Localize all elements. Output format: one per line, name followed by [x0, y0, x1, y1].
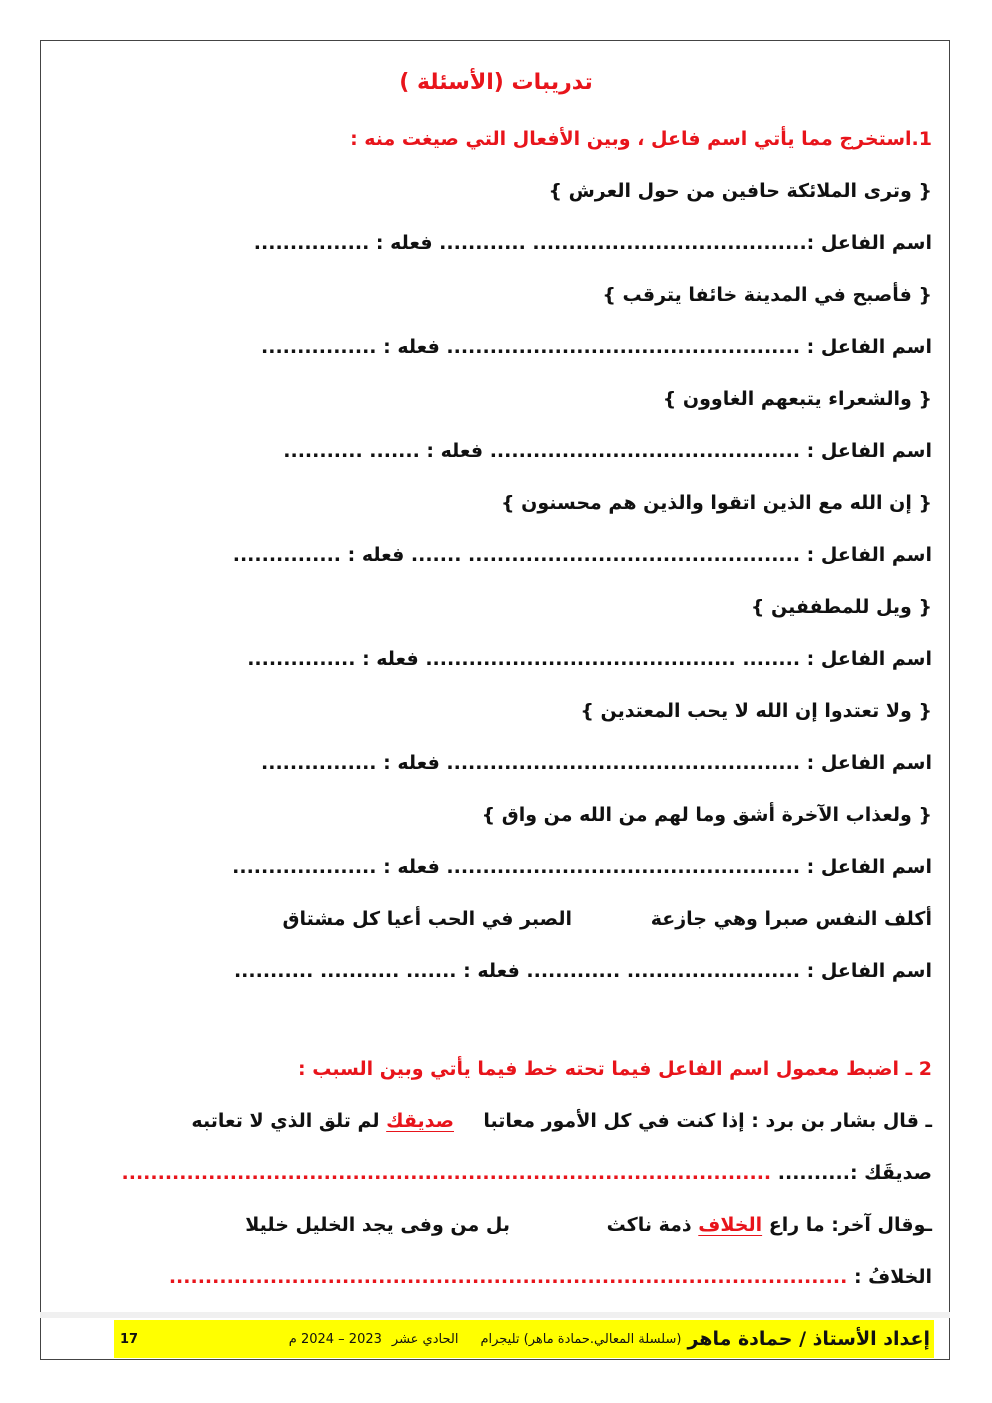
answer-line-7[interactable]: اسم الفاعل : ................................................. فعله : ....................: [232, 856, 932, 878]
verse-2-left: بل من وفى يجد الخليل خليلا: [245, 1214, 510, 1236]
answer-q2-2[interactable]: [169, 1264, 932, 1290]
quote-5: { ويل للمطففين }: [750, 596, 932, 618]
verse-1-left: [191, 1108, 454, 1134]
answer-line-2[interactable]: اسم الفاعل : ................................................. فعله : ................: [261, 336, 932, 358]
verse-1-right: ـ قال بشار بن برد : إذا كنت في كل الأمور معاتبا: [483, 1110, 932, 1132]
quote-6: { ولا تعتدوا إن الله لا يحب المعتدين }: [580, 700, 932, 722]
footer-author: إعداد الأستاذ / حمادة ماهر: [687, 1328, 930, 1350]
footer-divider: [40, 1312, 950, 1318]
quote-1: { وترى الملائكة حافين من حول العرش }: [548, 180, 932, 202]
verse-1-left-rest: لم تلق الذي لا تعاتبه: [191, 1110, 380, 1132]
quote-4: { إن الله مع الذين اتقوا والذين هم محسنون }: [501, 492, 932, 514]
question-1-heading: 1.استخرج مما يأتي اسم فاعل ، وبين الأفعال التي صيغت منه :: [350, 128, 932, 150]
answer-line-1[interactable]: اسم الفاعل :...................................... ............ فعله : ................: [253, 232, 932, 254]
answer-q2-2-label: الخلافُ :: [853, 1266, 932, 1288]
answer-q2-1[interactable]: [122, 1160, 932, 1186]
answer-q2-2-dots[interactable]: ..............................................................................................: [168, 1266, 848, 1288]
verse-2-suffix: ذمة ناكث: [606, 1214, 699, 1236]
footer-bar: [114, 1320, 934, 1358]
quote-3: { والشعراء يتبعهم الغاوون }: [662, 388, 932, 410]
answer-line-5[interactable]: اسم الفاعل : ........ ........................................... فعله : ...............: [247, 648, 932, 670]
quote-7: { ولعذاب الآخرة أشق وما لهم من الله من واق }: [481, 804, 932, 826]
verse-2-prefix: ـوقال آخر: ما راع: [762, 1214, 932, 1236]
footer-year: 2023 – 2024 م: [288, 1331, 382, 1347]
underlined-word-2: الخلاف: [698, 1214, 763, 1236]
poem-left: الصبر في الحب أعيا كل مشتاق: [282, 908, 572, 930]
answer-line-6[interactable]: اسم الفاعل : ................................................. فعله : ................: [261, 752, 932, 774]
answer-line-4[interactable]: اسم الفاعل : .............................................. ....... فعله : ...............: [232, 544, 932, 566]
answer-line-3[interactable]: اسم الفاعل : ........................................... فعله : ....... ...........: [283, 440, 932, 462]
page-number: 17: [120, 1331, 139, 1347]
answer-line-8[interactable]: اسم الفاعل : ........................ ............. فعله : ....... ........... ...........: [233, 960, 932, 982]
answer-q2-1-dots[interactable]: ..........................................................................................: [121, 1162, 772, 1184]
verse-2-right: [607, 1212, 932, 1238]
footer-series: (سلسلة المعالي.حمادة ماهر) تليجرام: [480, 1331, 682, 1347]
quote-2: { فأصبح في المدينة خائفا يترقب }: [602, 284, 932, 306]
page-title: تدريبات (الأسئلة ): [399, 70, 593, 95]
answer-q2-1-label: صديقَك :..........: [777, 1162, 932, 1184]
question-2-heading: 2 ـ اضبط معمول اسم الفاعل فيما تحته خط فيما يأتي وبين السبب :: [298, 1058, 932, 1080]
underlined-word-1: صديقك: [386, 1110, 454, 1132]
poem-right: أكلف النفس صبرا وهي جازعة: [650, 908, 932, 930]
footer-grade: الحادي عشر: [391, 1331, 459, 1347]
